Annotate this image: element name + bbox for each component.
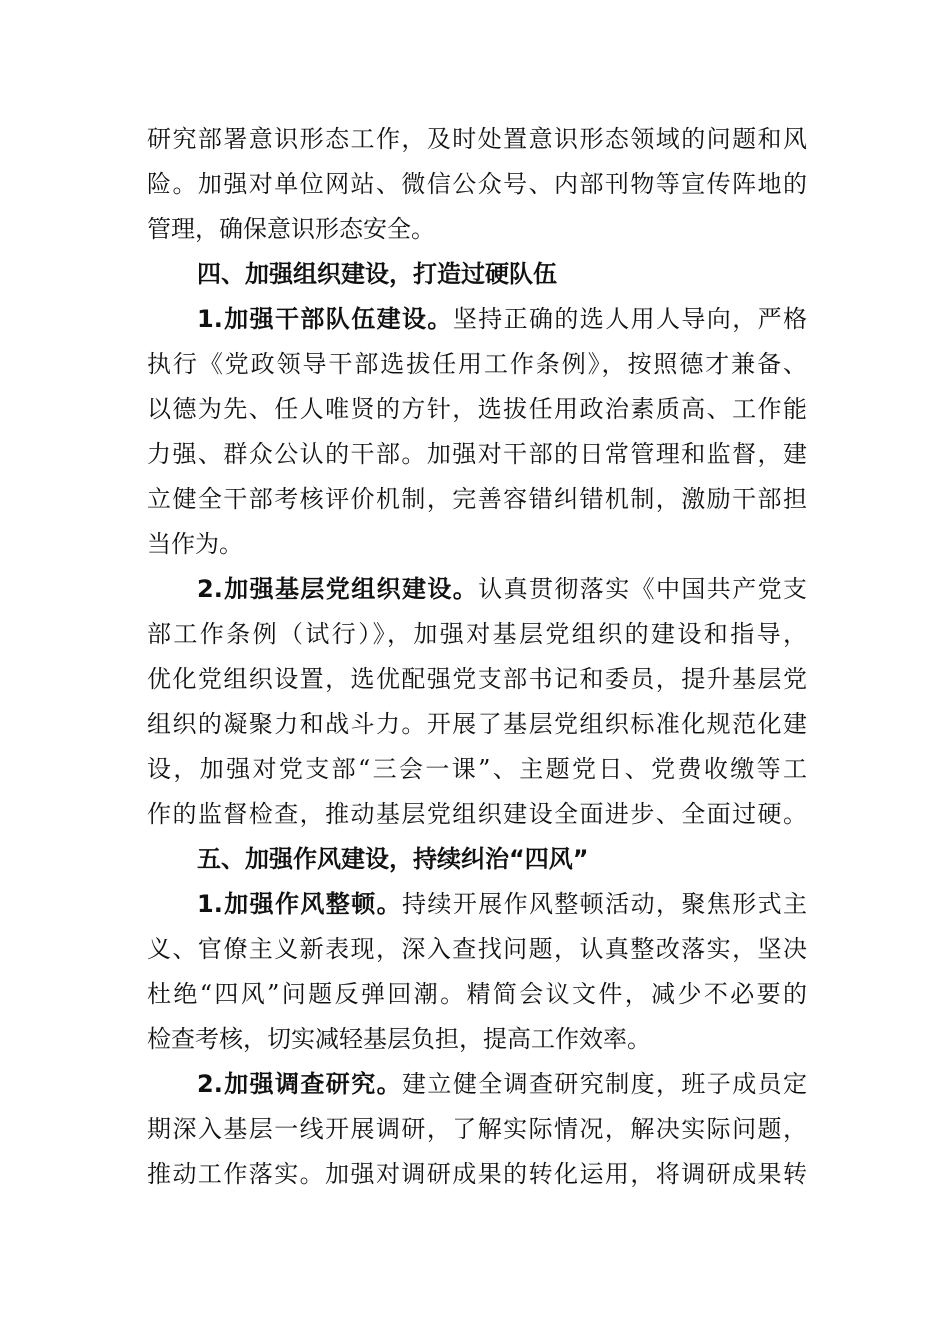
line-text: 管理，确保意识形态安全。 — [147, 215, 435, 243]
line-text: 作的监督检查，推动基层党组织建设全面进步、全面过硬。 — [147, 800, 807, 828]
line-text: 检查考核，切实减轻基层负担，提高工作效率。 — [147, 1025, 651, 1053]
line-text: 立健全干部考核评价机制，完善容错纠错机制，激励干部担 — [147, 485, 807, 513]
item-lead-title: 2.加强调查研究。 — [197, 1070, 403, 1098]
text-line — [147, 117, 807, 162]
text-line — [147, 342, 807, 387]
line-text: 险。加强对单位网站、微信公众号、内部刊物等宣传阵地的 — [147, 170, 807, 198]
line-text: 以德为先、任人唯贤的方针，选拔任用政治素质高、工作能 — [147, 395, 807, 423]
section-heading: 四、加强组织建设，打造过硬队伍 — [197, 260, 557, 288]
text-line — [147, 522, 807, 567]
text-line — [147, 1062, 807, 1107]
line-text: 推动工作落实。加强对调研成果的转化运用，将调研成果转 — [147, 1160, 807, 1188]
line-text: 期深入基层一线开展调研，了解实际情况，解决实际问题， — [147, 1115, 807, 1143]
text-line — [147, 1107, 807, 1152]
text-line — [147, 567, 807, 612]
item-lead-title: 1.加强作风整顿。 — [197, 890, 403, 918]
line-text: 义、官僚主义新表现，深入查找问题，认真整改落实，坚决 — [147, 935, 807, 963]
item-lead-title: 1.加强干部队伍建设。 — [197, 305, 453, 333]
text-line — [147, 1017, 807, 1062]
line-text: 坚持正确的选人用人导向，严格 — [452, 305, 807, 333]
text-line — [147, 207, 807, 252]
text-line — [147, 747, 807, 792]
text-line — [147, 972, 807, 1017]
text-line — [147, 432, 807, 477]
text-line — [147, 297, 807, 342]
text-line — [147, 882, 807, 927]
text-line — [147, 927, 807, 972]
text-line — [147, 477, 807, 522]
line-text: 优化党组织设置，选优配强党支部书记和委员，提升基层党 — [147, 665, 807, 693]
line-text: 设，加强对党支部“三会一课”、主题党日、党费收缴等工 — [147, 755, 807, 783]
line-text: 组织的凝聚力和战斗力。开展了基层党组织标准化规范化建 — [147, 710, 807, 738]
text-line — [147, 792, 807, 837]
line-text: 力强、群众公认的干部。加强对干部的日常管理和监督，建 — [147, 440, 807, 468]
text-line — [147, 657, 807, 702]
line-text: 当作为。 — [147, 530, 243, 558]
line-text: 执行《党政领导干部选拔任用工作条例》，按照德才兼备、 — [147, 350, 807, 378]
document-body — [147, 117, 807, 1197]
text-line — [147, 387, 807, 432]
line-text: 研究部署意识形态工作，及时处置意识形态领域的问题和风 — [147, 125, 807, 153]
section-heading: 五、加强作风建设，持续纠治“四风” — [197, 845, 589, 873]
line-text: 建立健全调查研究制度，班子成员定 — [402, 1070, 807, 1098]
text-line — [147, 162, 807, 207]
line-text: 认真贯彻落实《中国共产党支 — [478, 575, 807, 603]
line-text: 杜绝“四风”问题反弹回潮。精简会议文件，减少不必要的 — [147, 980, 807, 1008]
text-line — [147, 1152, 807, 1197]
line-text: 部工作条例（试行）》，加强对基层党组织的建设和指导， — [147, 620, 807, 648]
line-text: 持续开展作风整顿活动，聚焦形式主 — [402, 890, 807, 918]
text-line — [147, 612, 807, 657]
item-lead-title: 2.加强基层党组织建设。 — [197, 575, 479, 603]
text-line — [147, 702, 807, 747]
